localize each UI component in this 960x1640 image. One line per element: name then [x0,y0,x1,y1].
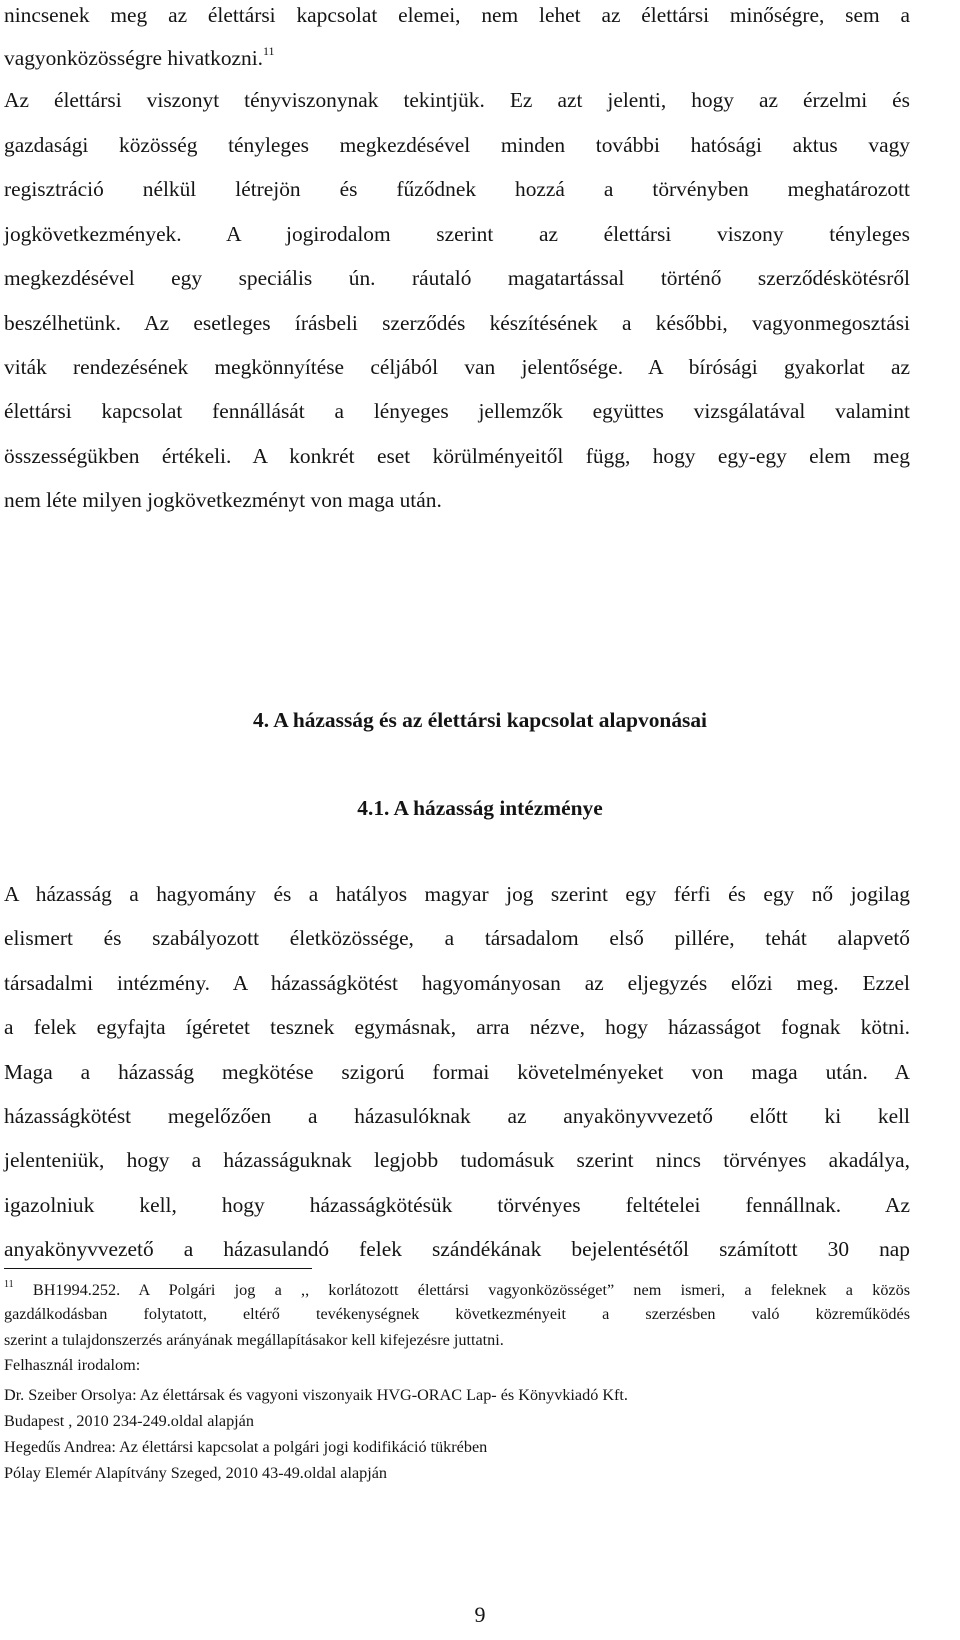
body-line: gazdasági közösség tényleges megkezdésével minden további hatósági aktus vagy [4,133,910,157]
footnote-line: Dr. Szeiber Orsolya: Az élettársak és vagyoni viszonyaik HVG-ORAC Lap- és Könyvkiadó Kft. [4,1386,628,1404]
body-line-text: vagyonközösségre hivatkozni. [4,46,263,70]
body-line: viták rendezésének megkönnyítése céljából van jelentősége. A bírósági gyakorlat az [4,355,910,379]
body-line: élettársi kapcsolat fennállását a lényeges jellemzők együttes vizsgálatával valamint [4,399,910,423]
body-line: anyakönyvvezető a házasulandó felek szándékának bejelentésétől számított 30 nap [4,1237,910,1261]
body-line: beszélhetünk. Az esetleges írásbeli szerződés készítésének a későbbi, vagyonmegosztási [4,311,910,335]
subsection-heading: 4.1. A házasság intézménye [357,796,603,820]
footnote-number: 11 [4,1279,14,1290]
body-line: igazolniuk kell, hogy házasságkötésük törvényes feltételei fennállnak. Az [4,1193,910,1217]
body-line: jelenteniük, hogy a házasságuknak legjobb tudomásuk szerint nincs törvényes akadálya, [4,1148,910,1172]
body-line: összességükben értékeli. A konkrét eset körülményeitől függ, hogy egy-egy elem meg [4,444,910,468]
footnote-line: Pólay Elemér Alapítvány Szeged, 2010 43-49.oldal alapján [4,1464,388,1482]
section-heading: 4. A házasság és az élettársi kapcsolat alapvonásai [253,708,707,732]
body-line: házasságkötést megelőzően a házasulóknak az anyakönyvvezető előtt ki kell [4,1104,910,1128]
footnote-line: Hegedűs Andrea: Az élettársi kapcsolat a polgári jogi kodifikáció tükrében [4,1438,488,1456]
footnote-line: szerint a tulajdonszerzés arányának megállapításakor kell kifejezésre juttatni. [4,1331,504,1349]
footnote-separator [4,1268,312,1269]
body-line: nem léte milyen jogkövetkezményt von maga után. [4,488,442,512]
footnote-reference: 11 [263,44,275,58]
body-line: regisztráció nélkül létrejön és fűződnek hozzá a törvényben meghatározott [4,177,910,201]
body-line: elismert és szabályozott életközössége, a társadalom első pillére, tehát alapvető [4,926,910,950]
footnote-line: Budapest , 2010 234-249.oldal alapján [4,1412,254,1430]
body-line: Maga a házasság megkötése szigorú formai követelményeket von maga után. A [4,1060,910,1084]
footnote-line: Felhasznál irodalom: [4,1356,141,1374]
body-line: a felek egyfajta ígéretet tesznek egymásnak, arra nézve, hogy házasságot fognak kötni. [4,1015,910,1039]
body-line [4,45,275,69]
page-number: 9 [474,1602,486,1627]
body-line: megkezdésével egy speciális ún. ráutaló magatartással történő szerződéskötésről [4,266,910,290]
body-line: nincsenek meg az élettársi kapcsolat elemei, nem lehet az élettársi minőségre, sem a [4,3,910,27]
footnote-line [4,1280,910,1298]
footnote-line-text: BH1994.252. A Polgári jog a ,, korlátozott élettársi vagyonközösséget” nem ismeri, a feleknek a közös [32,1281,911,1299]
body-line: jogkövetkezmények. A jogirodalom szerint az élettársi viszony tényleges [4,222,910,246]
body-line: A házasság a hagyomány és a hatályos magyar jog szerint egy férfi és egy nő jogilag [4,882,910,906]
body-line: Az élettársi viszonyt tényviszonynak tekintjük. Ez azt jelenti, hogy az érzelmi és [4,88,910,112]
body-line: társadalmi intézmény. A házasságkötést hagyományosan az eljegyzés előzi meg. Ezzel [4,971,910,995]
footnote-line: gazdálkodásban folytatott, eltérő tevékenységnek következményeit a szerzésben való közreműködés [4,1305,910,1323]
